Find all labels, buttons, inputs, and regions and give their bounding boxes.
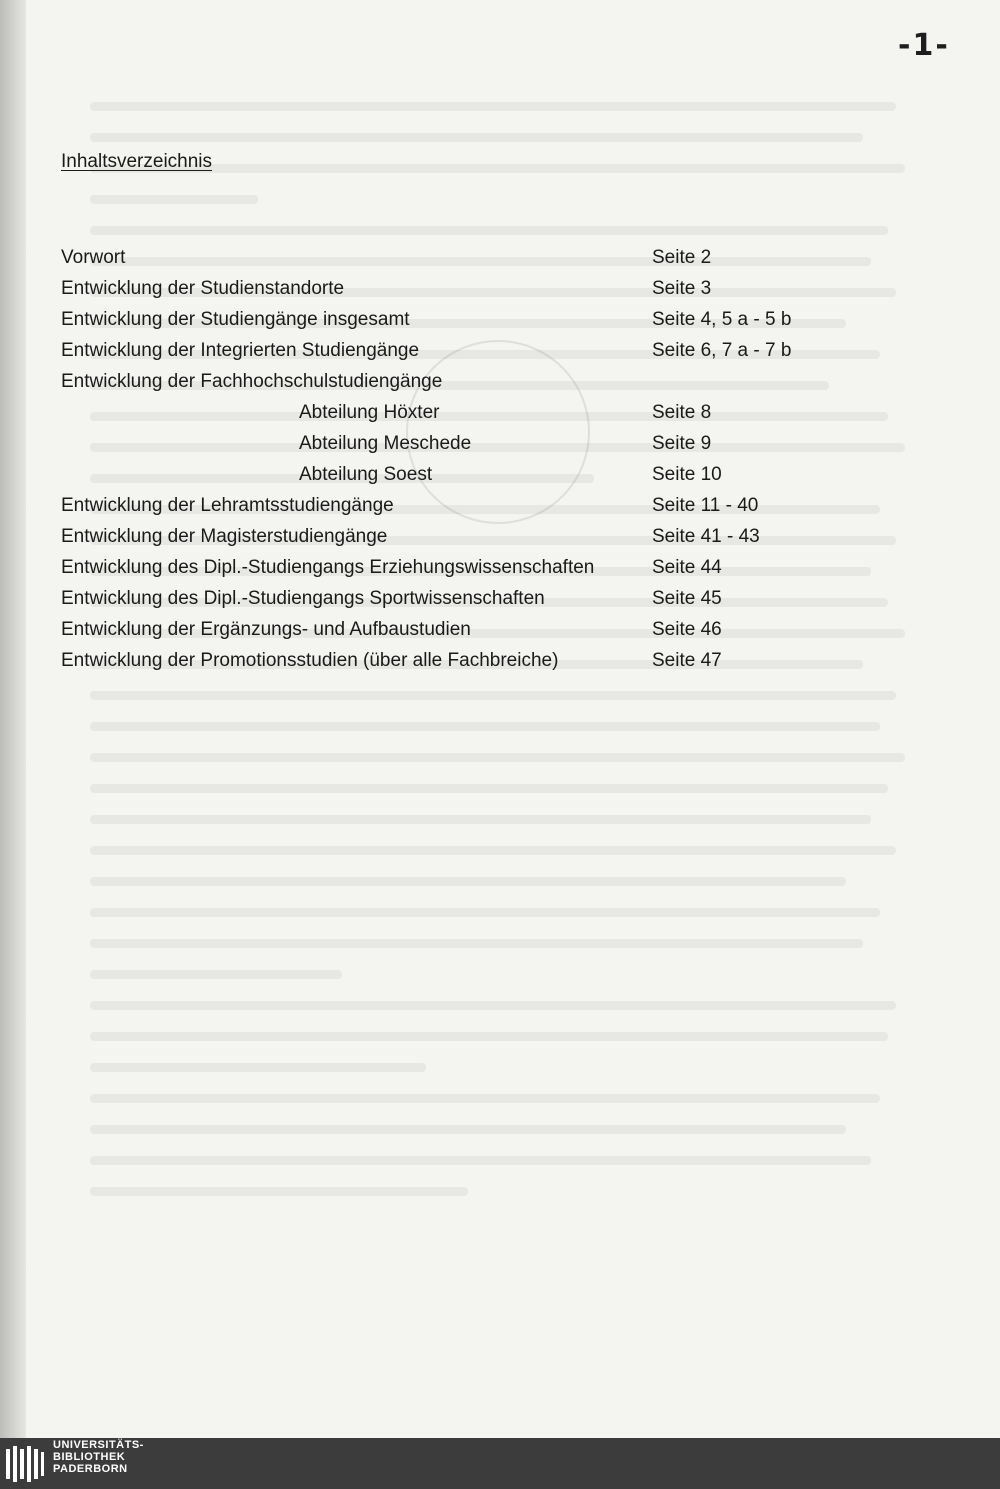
toc-entry-page: Seite 46 bbox=[652, 619, 722, 640]
logo-line: BIBLIOTHEK bbox=[53, 1451, 126, 1463]
toc-entry bbox=[0, 619, 1000, 650]
toc-entry-title: Entwicklung der Studiengänge insgesamt bbox=[61, 309, 410, 330]
toc-entry-title: Entwicklung des Dipl.-Studiengangs Erziehungswissenschaften bbox=[61, 557, 595, 578]
toc-entry-title: Abteilung Höxter bbox=[299, 402, 440, 423]
toc-entry-title: Entwicklung der Lehramtsstudiengänge bbox=[61, 495, 394, 516]
toc-entry-page: Seite 11 - 40 bbox=[652, 495, 759, 516]
toc-entry-page: Seite 4, 5 a - 5 b bbox=[652, 309, 792, 330]
toc-entry bbox=[0, 278, 1000, 309]
toc-entry-page: Seite 2 bbox=[652, 247, 712, 268]
toc-heading: Inhaltsverzeichnis bbox=[61, 151, 213, 172]
toc-entry-page: Seite 45 bbox=[652, 588, 722, 609]
toc-entry-page: Seite 10 bbox=[652, 464, 722, 485]
logo-line: PADERBORN bbox=[53, 1463, 128, 1475]
page-number: -1- bbox=[898, 28, 950, 63]
library-logo-icon bbox=[6, 1443, 46, 1485]
toc-entry-title: Entwicklung der Ergänzungs- und Aufbaustudien bbox=[61, 619, 471, 640]
document-page bbox=[26, 0, 1000, 1438]
toc-entry-page: Seite 6, 7 a - 7 b bbox=[652, 340, 792, 361]
toc-entry-page: Seite 3 bbox=[652, 278, 712, 299]
toc-entry bbox=[0, 309, 1000, 340]
toc-entry bbox=[0, 464, 1000, 495]
toc-entry bbox=[0, 402, 1000, 433]
toc-entry bbox=[0, 588, 1000, 619]
toc-entry-title: Vorwort bbox=[61, 247, 126, 268]
toc-entry bbox=[0, 371, 1000, 402]
toc-entry-title: Entwicklung des Dipl.-Studiengangs Sportwissenschaften bbox=[61, 588, 545, 609]
toc-entry-title: Abteilung Soest bbox=[299, 464, 433, 485]
toc-entry-title: Entwicklung der Magisterstudiengänge bbox=[61, 526, 388, 547]
toc-entry bbox=[0, 495, 1000, 526]
library-logo-text bbox=[53, 1439, 144, 1475]
toc-entry-title: Entwicklung der Promotionsstudien (über alle Fachbreiche) bbox=[61, 650, 559, 671]
toc-entry-title: Entwicklung der Studienstandorte bbox=[61, 278, 345, 299]
toc-entry-page: Seite 41 - 43 bbox=[652, 526, 760, 547]
toc-entry bbox=[0, 557, 1000, 588]
logo-line: UNIVERSITÄTS- bbox=[53, 1439, 144, 1451]
toc-entry-title: Abteilung Meschede bbox=[299, 433, 472, 454]
toc-entry-page: Seite 9 bbox=[652, 433, 712, 454]
toc-entry bbox=[0, 433, 1000, 464]
toc-entry-page: Seite 47 bbox=[652, 650, 722, 671]
toc-entry bbox=[0, 247, 1000, 278]
toc-entry bbox=[0, 340, 1000, 371]
toc-entry-page: Seite 8 bbox=[652, 402, 712, 423]
toc-entry bbox=[0, 526, 1000, 557]
toc-entry-page: Seite 44 bbox=[652, 557, 722, 578]
toc-entry-title: Entwicklung der Integrierten Studiengänge bbox=[61, 340, 420, 361]
toc-entry-title: Entwicklung der Fachhochschulstudiengänge bbox=[61, 371, 443, 392]
footer-bar bbox=[0, 1438, 1000, 1489]
toc-entry bbox=[0, 650, 1000, 681]
scan-edge bbox=[0, 0, 26, 1438]
